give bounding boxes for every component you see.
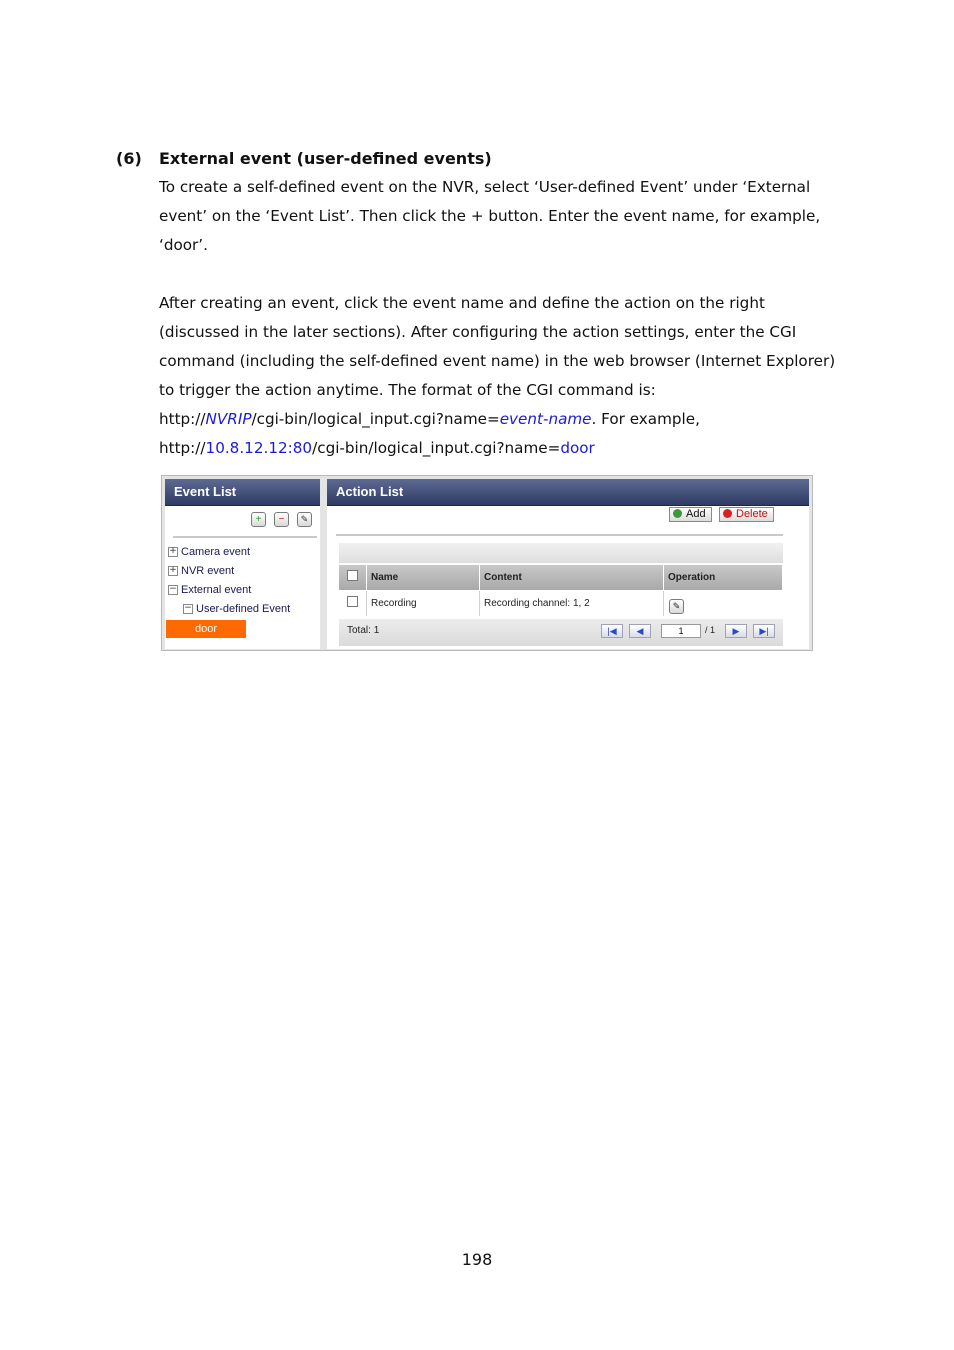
tree-item-label: External event — [181, 584, 252, 596]
example-ip: 10.8.12.12:80 — [205, 439, 313, 457]
column-header-operation[interactable]: Operation — [664, 565, 783, 590]
total-label: Total: — [347, 625, 371, 636]
page-input[interactable]: 1 — [661, 624, 701, 638]
delete-button-label: Delete — [736, 508, 768, 520]
action-list-panel — [327, 479, 809, 649]
para2-text: After creating an event, click the event name and define the action on the right (discussed in the later sections). After configuring the action settings, enter the CGI command (including the self-defined event name) in the web browser (Internet Explorer) to trigger the action anytime. The format of the CGI command is: — [159, 294, 836, 399]
table-cell-content: Recording channel: 1, 2 — [480, 591, 664, 616]
edit-action-icon[interactable]: ✎ — [669, 599, 684, 614]
next-page-icon[interactable]: ▶ — [725, 624, 747, 638]
grid-footer — [339, 619, 783, 646]
tree-item-door-selected[interactable]: door — [166, 620, 246, 638]
first-page-icon[interactable]: |◀ — [601, 624, 623, 638]
row-select-cell[interactable] — [339, 591, 367, 616]
collapse-icon[interactable]: − — [169, 584, 177, 595]
tree-item-nvr-event[interactable] — [168, 565, 234, 577]
example-url-path: /cgi-bin/logical_input.cgi?name= — [312, 439, 561, 457]
edit-event-icon[interactable]: ✎ — [297, 512, 312, 527]
add-button[interactable] — [669, 507, 712, 522]
prev-page-icon[interactable]: ◀ — [629, 624, 651, 638]
header-select-all[interactable] — [339, 565, 367, 590]
page-number: 198 — [461, 1250, 493, 1269]
for-example-text: . For example, — [591, 410, 700, 428]
nvrip-placeholder: NVRIP — [205, 410, 252, 428]
event-list-title: Event List — [165, 479, 320, 506]
tree-item-label: User-defined Event — [196, 603, 291, 615]
grid-toolbar-strip — [339, 543, 783, 563]
expand-icon[interactable]: + — [169, 546, 177, 557]
last-page-icon[interactable]: ▶| — [753, 624, 775, 638]
event-list-panel — [165, 479, 320, 649]
url-prefix: http:// — [159, 410, 206, 428]
page-total: / 1 — [705, 625, 716, 635]
delete-icon — [723, 509, 732, 518]
url-path: /cgi-bin/logical_input.cgi?name= — [251, 410, 500, 428]
action-list-title: Action List — [327, 479, 809, 506]
delete-event-icon[interactable]: − — [274, 512, 289, 527]
tree-item-label: Camera event — [181, 546, 251, 558]
section-title: External event (user-defined events) — [159, 149, 492, 168]
cgi-paragraph — [159, 289, 849, 463]
add-event-icon[interactable]: + — [251, 512, 266, 527]
column-header-content[interactable]: Content — [480, 565, 664, 590]
tree-item-camera-event[interactable] — [168, 546, 250, 558]
table-cell-operation — [664, 591, 783, 616]
add-icon — [673, 509, 682, 518]
intro-paragraph: To create a self-defined event on the NVR, select ‘User-defined Event’ under ‘External event’ on the ‘Event List’. Then click the + button. Enter the event name, for example, ‘door’. — [159, 178, 821, 254]
table-cell-name: Recording — [367, 591, 480, 616]
expand-icon[interactable]: + — [169, 565, 177, 576]
total-value: 1 — [373, 625, 380, 636]
add-button-label: Add — [686, 508, 706, 520]
ui-screenshot — [161, 475, 813, 651]
tree-item-user-defined-event[interactable] — [183, 603, 290, 615]
tree-item-label: NVR event — [181, 565, 235, 577]
section-number: (6) — [116, 149, 142, 168]
section-heading — [116, 149, 492, 168]
action-list-divider — [336, 534, 783, 536]
delete-button[interactable] — [719, 507, 774, 522]
event-list-divider — [173, 536, 317, 538]
collapse-icon[interactable]: − — [184, 603, 192, 614]
event-name-placeholder: event-name — [499, 410, 592, 428]
total-count — [347, 625, 379, 636]
example-url-prefix: http:// — [159, 439, 206, 457]
example-event-name: door — [560, 439, 595, 457]
tree-item-external-event[interactable] — [168, 584, 251, 596]
column-header-name[interactable]: Name — [367, 565, 480, 590]
select-all-checkbox[interactable] — [347, 570, 358, 581]
row-checkbox[interactable] — [347, 596, 358, 607]
